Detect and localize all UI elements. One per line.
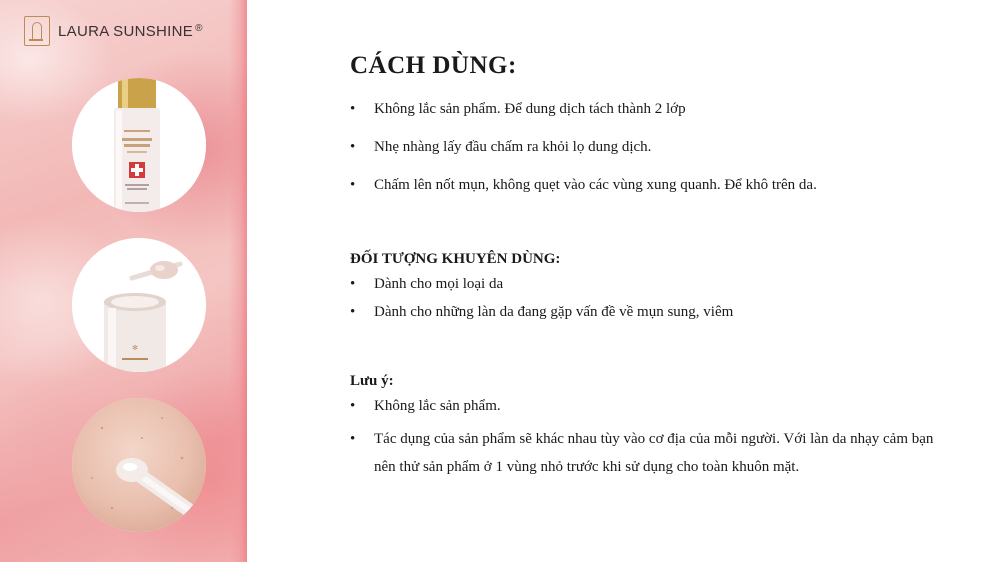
recommended-item: • Dành cho mọi loại da <box>350 275 950 294</box>
recommended-title: ĐỐI TƯỢNG KHUYÊN DÙNG: <box>350 251 561 267</box>
applicator-jar-image <box>72 238 206 372</box>
brand-logo <box>24 16 203 46</box>
recommended-list <box>350 275 950 331</box>
notes-title: Lưu ý: <box>350 373 394 389</box>
watercolor-panel <box>0 0 247 562</box>
panel-edge <box>229 0 247 562</box>
brand-name: LAURA SUNSHINE ® <box>58 22 203 40</box>
skin-application-image <box>72 398 206 532</box>
recommended-item: • Dành cho những làn da đang gặp vấn đề về mụn sung, viêm <box>350 303 950 322</box>
usage-item: • Không lắc sản phẩm. Để dung dịch tách thành 2 lớp <box>350 100 950 119</box>
usage-item: • Chấm lên nốt mụn, không quẹt vào các vùng xung quanh. Để khô trên da. <box>350 176 950 195</box>
svg-text:✻: ✻ <box>132 344 138 352</box>
usage-list <box>350 100 950 214</box>
usage-title: CÁCH DÙNG: <box>350 52 517 79</box>
notes-item: • Tác dụng của sản phẩm sẽ khác nhau tùy vào cơ địa của mỗi người. Với làn da nhạy cảm bạn nên thử sản phẩm ở 1 vùng nhỏ trước khi sử dụng cho toàn khuôn mặt. <box>350 425 950 481</box>
usage-item: • Nhẹ nhàng lấy đầu chấm ra khỏi lọ dung dịch. <box>350 138 950 157</box>
brand-logo-icon <box>24 16 50 46</box>
product-bottle-image <box>72 78 206 212</box>
notes-item: • Không lắc sản phẩm. <box>350 397 950 416</box>
notes-list <box>350 397 950 490</box>
